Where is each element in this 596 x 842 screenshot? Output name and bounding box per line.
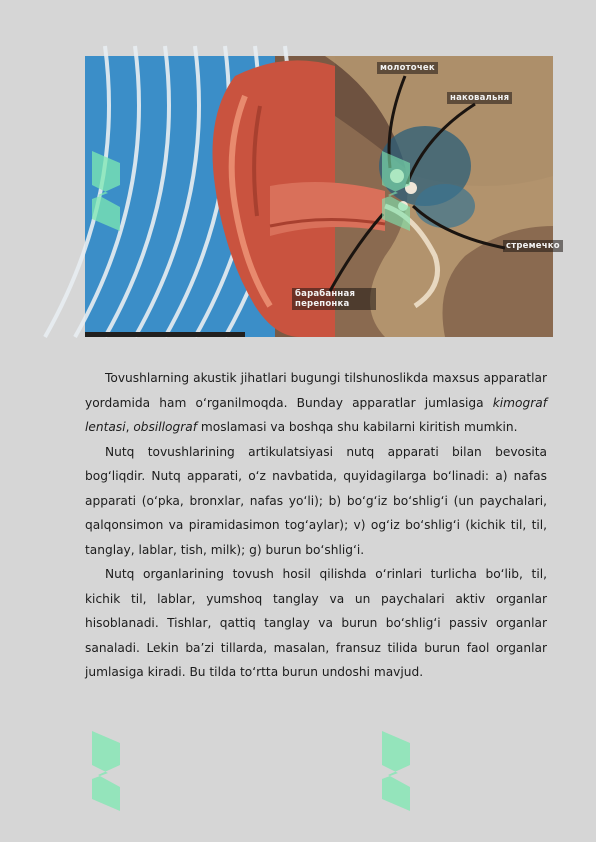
paragraph-articulation: Nutq tovushlarining artikulatsiyasi nutq apparati bilan bevosita bog‘liqdir. Nutq apparati, o‘z navbatida, quyidagilarga bo‘linadi: a) nafas apparati (o‘pka, bronxlar, nafas yo‘li); b) bo‘g‘iz bo‘shlig‘i (un paychalari, qalqonsimon va piramidasimon tog‘aylar); v) og‘iz bo‘shlig‘i (kichik til, til, tanglay, lablar, tish, milk); g) burun bo‘shlig‘i.: [85, 444, 547, 557]
ear-anatomy-illustration: [85, 56, 560, 337]
term-oscillograph: obsillograf: [133, 420, 198, 434]
stapes-label: стремечко: [503, 240, 563, 252]
paragraph-speech-organs: Nutq organlarining tovush hosil qilishda o‘rinlari turlicha bo‘lib, til, kichik til, lablar, yumshoq tanglay va un paychalari aktiv organlar hisoblanadi. Tishlar, qattiq tanglay va burun bo‘shlig‘i passiv organlar sanaladi. Lekin ba’zi tillarda, masalan, fransuz tilida burun faol organlar jumlasiga kiradi. Bu tilda to‘rtta burun undoshi mavjud.: [85, 567, 547, 679]
term-kymograph: kimograf lentasi: [85, 395, 547, 434]
body-text: [85, 366, 547, 685]
watermark-logo: [78, 725, 138, 820]
watermark-logo: [368, 725, 428, 820]
eardrum-label: барабанная перепонка: [292, 288, 376, 310]
malleus-label: молоточек: [377, 62, 438, 74]
paragraph-acoustic: Tovushlarning akustik jihatlari bugungi tilshunoslikda maxsus apparatlar yordamida ham o‘rganilmoqda. Bunday apparatlar jumlasiga kimograf lentasi, obsillograf moslamasi va boshqa shu kabilarni kiritish mumkin.: [85, 371, 547, 434]
incus-label: наковальня: [447, 92, 512, 104]
